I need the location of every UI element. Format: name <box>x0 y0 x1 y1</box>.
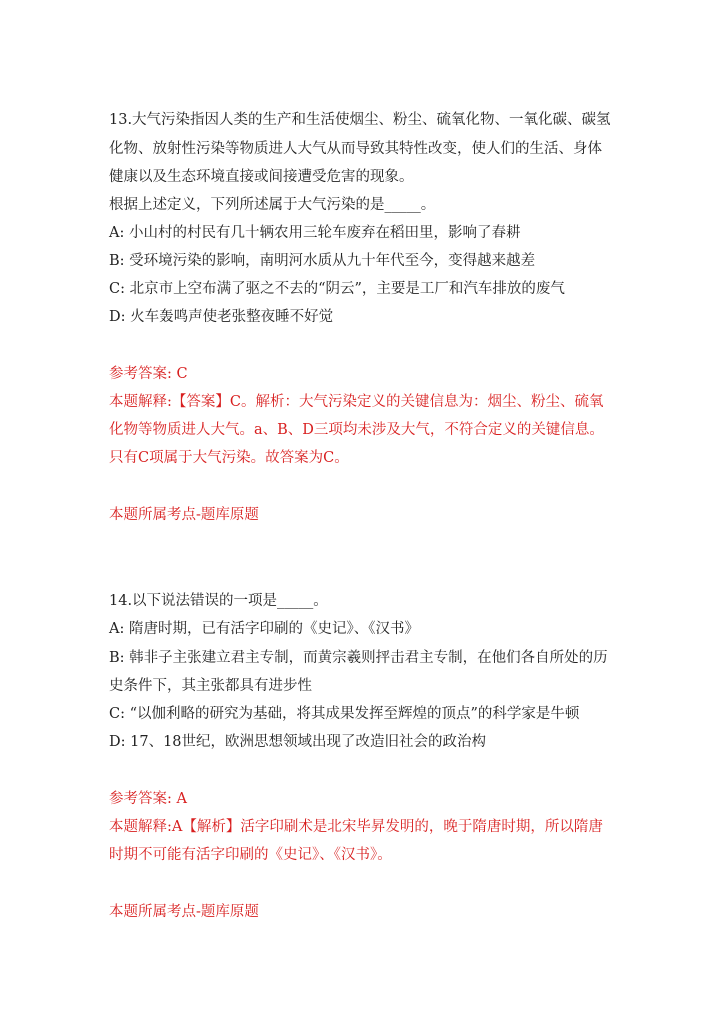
q14-stem-line: 14.以下说法错误的一项是_____。 <box>109 593 328 609</box>
q14-answer: 参考答案: A <box>109 791 187 807</box>
q13-stem-line: 化物、放射性污染等物质进人大气从而导致其特性改变，使人们的生活、身体 <box>109 141 602 157</box>
q14-option-c: C: “以伽利略的研究为基础，将其成果发挥至辉煌的顶点”的科学家是牛顿 <box>109 706 580 722</box>
q14-option-a: A: 隋唐时期，已有活字印刷的《史记》、《汉书》 <box>109 621 419 637</box>
q13-answer: 参考答案: C <box>109 366 188 382</box>
q13-source: 本题所属考点-题库原题 <box>109 507 259 523</box>
q13-explanation-line: 化物等物质进人大气。a、B、D三项均未涉及大气，不符合定义的关键信息。 <box>109 422 604 438</box>
q13-stem-line: 根据上述定义，下列所述属于大气污染的是_____。 <box>109 197 436 213</box>
q14-explanation-line: 时期不可能有活字印刷的《史记》、《汉书》。 <box>109 847 392 863</box>
q14-option-b-cont: 史条件下，其主张都具有进步性 <box>109 678 312 694</box>
q13-explanation-line: 本题解释:【答案】C。解析：大气污染定义的关键信息为：烟尘、粉尘、硫氧 <box>109 394 604 410</box>
q13-stem-line: 13.大气污染指因人类的生产和生活使烟尘、粉尘、硫氧化物、一氧化碳、碳氢 <box>109 112 611 128</box>
q13-stem-line: 健康以及生态环境直接或间接遭受危害的现象。 <box>109 169 414 185</box>
q13-option-c: C: 北京市上空布满了驱之不去的“阴云”，主要是工厂和汽车排放的废气 <box>109 281 565 297</box>
q13-option-d: D: 火车轰鸣声使老张整夜睡不好觉 <box>109 309 334 325</box>
q13-option-a: A: 小山村的村民有几十辆农用三轮车废弃在稻田里，影响了春耕 <box>109 225 521 241</box>
q14-source: 本题所属考点-题库原题 <box>109 904 259 920</box>
q14-option-b: B: 韩非子主张建立君主专制，而黄宗羲则抨击君主专制，在他们各自所处的历 <box>109 650 608 666</box>
q13-explanation-line: 只有C项属于大气污染。故答案为C。 <box>109 450 349 466</box>
q13-option-b: B: 受环境污染的影响，南明河水质从九十年代至今，变得越来越差 <box>109 253 536 269</box>
q14-option-d: D: 17、18世纪，欧洲思想领域出现了改造旧社会的政治构 <box>109 734 487 750</box>
q14-explanation-line: 本题解释:A【解析】活字印刷术是北宋毕昇发明的，晚于隋唐时期，所以隋唐 <box>109 819 603 835</box>
